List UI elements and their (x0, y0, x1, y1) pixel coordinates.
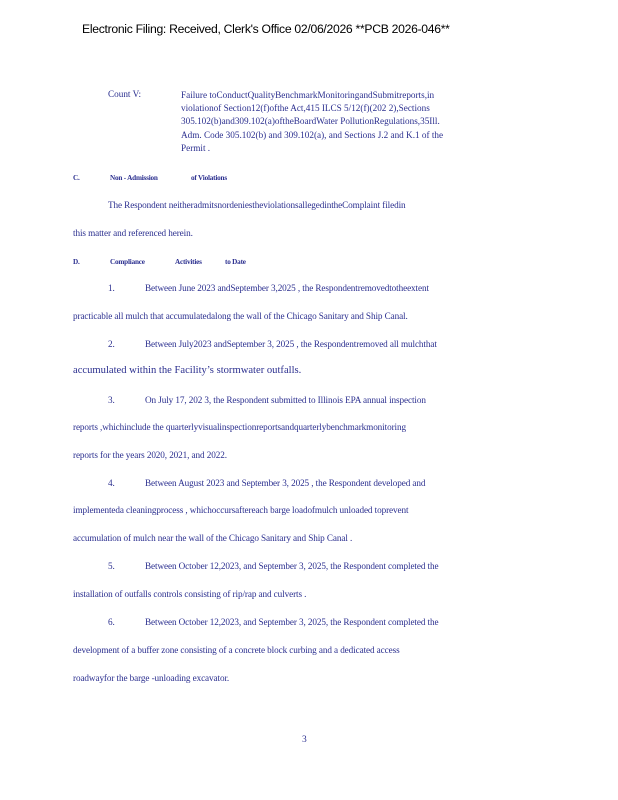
page-number: 3 (302, 735, 307, 745)
paragraph-line: Between July2023 andSeptember 3, 2025 , the Respondentremoved all mulchthat (145, 339, 437, 349)
section-d-heading: Compliance (110, 258, 145, 266)
paragraph-line: The Respondent neitheradmitsnordeniestheviolationsallegedintheComplaint filedin (108, 200, 406, 210)
paragraph-line: roadwayfor the barge -unloading excavator. (73, 673, 230, 683)
paragraph-line: accumulation of mulch near the wall of the Chicago Sanitary and Ship Canal . (73, 533, 353, 543)
item-number: 3. (108, 395, 115, 405)
section-c-heading: Non - Admission (110, 174, 158, 182)
paragraph-line: Between August 2023 and September 3, 2025 , the Respondent developed and (145, 478, 426, 488)
paragraph-line: installation of outfalls controls consisting of rip/rap and culverts . (73, 589, 307, 599)
item-number: 4. (108, 478, 115, 488)
paragraph-line: development of a buffer zone consisting of a concrete block curbing and a dedicated access (73, 645, 400, 655)
paragraph-line: accumulated within the Facility’s stormwater outfalls. (73, 365, 302, 376)
item-number: 1. (108, 283, 115, 293)
section-d-letter: D. (73, 258, 80, 266)
paragraph-line: reports for the years 2020, 2021, and 2022. (73, 450, 227, 460)
paragraph-line: Between October 12,2023, and September 3, 2025, the Respondent completed the (145, 561, 439, 571)
section-d-heading: Activities (175, 258, 202, 266)
item-number: 5. (108, 561, 115, 571)
section-d-heading: to Date (225, 258, 246, 266)
count-description (181, 89, 541, 155)
section-c-heading: of Violations (191, 174, 227, 182)
paragraph-line: On July 17, 202 3, the Respondent submitted to Illinois EPA annual inspection (145, 395, 426, 405)
count-label: Count V: (108, 89, 142, 99)
item-number: 6. (108, 617, 115, 627)
paragraph-line: practicable all mulch that accumulatedalong the wall of the Chicago Sanitary and Ship Canal. (73, 311, 408, 321)
paragraph-line: Between June 2023 andSeptember 3,2025 , the Respondentremovedtotheextent (145, 283, 429, 293)
item-number: 2. (108, 339, 115, 349)
paragraph-line: implementeda cleaningprocess , whichoccursaftereach barge loadofmulch unloaded toprevent (73, 505, 409, 515)
filing-stamp-header: Electronic Filing: Received, Clerk's Office 02/06/2026 **PCB 2026-046** (82, 22, 450, 36)
count-line: Failure toConductQualityBenchmarkMonitoringandSubmitreports,in (181, 90, 435, 100)
count-line: Permit . (181, 142, 211, 153)
count-line: violationof Section12(f)ofthe Act,415 ILCS 5/12(f)(202 2),Sections (181, 103, 430, 114)
paragraph-line: Between October 12,2023, and September 3, 2025, the Respondent completed the (145, 617, 439, 627)
count-line: Adm. Code 305.102(b) and 309.102(a), and Sections J.2 and K.1 of the (181, 129, 444, 140)
section-c-letter: C. (73, 174, 80, 182)
paragraph-line: this matter and referenced herein. (73, 228, 193, 238)
count-line: 305.102(b)and309.102(a)oftheBoardWater PollutionRegulations,35Ill. (181, 116, 440, 127)
paragraph-line: reports ,whichinclude the quarterlyvisualinspectionreportsandquarterlybenchmarkmonitoring (73, 422, 406, 432)
